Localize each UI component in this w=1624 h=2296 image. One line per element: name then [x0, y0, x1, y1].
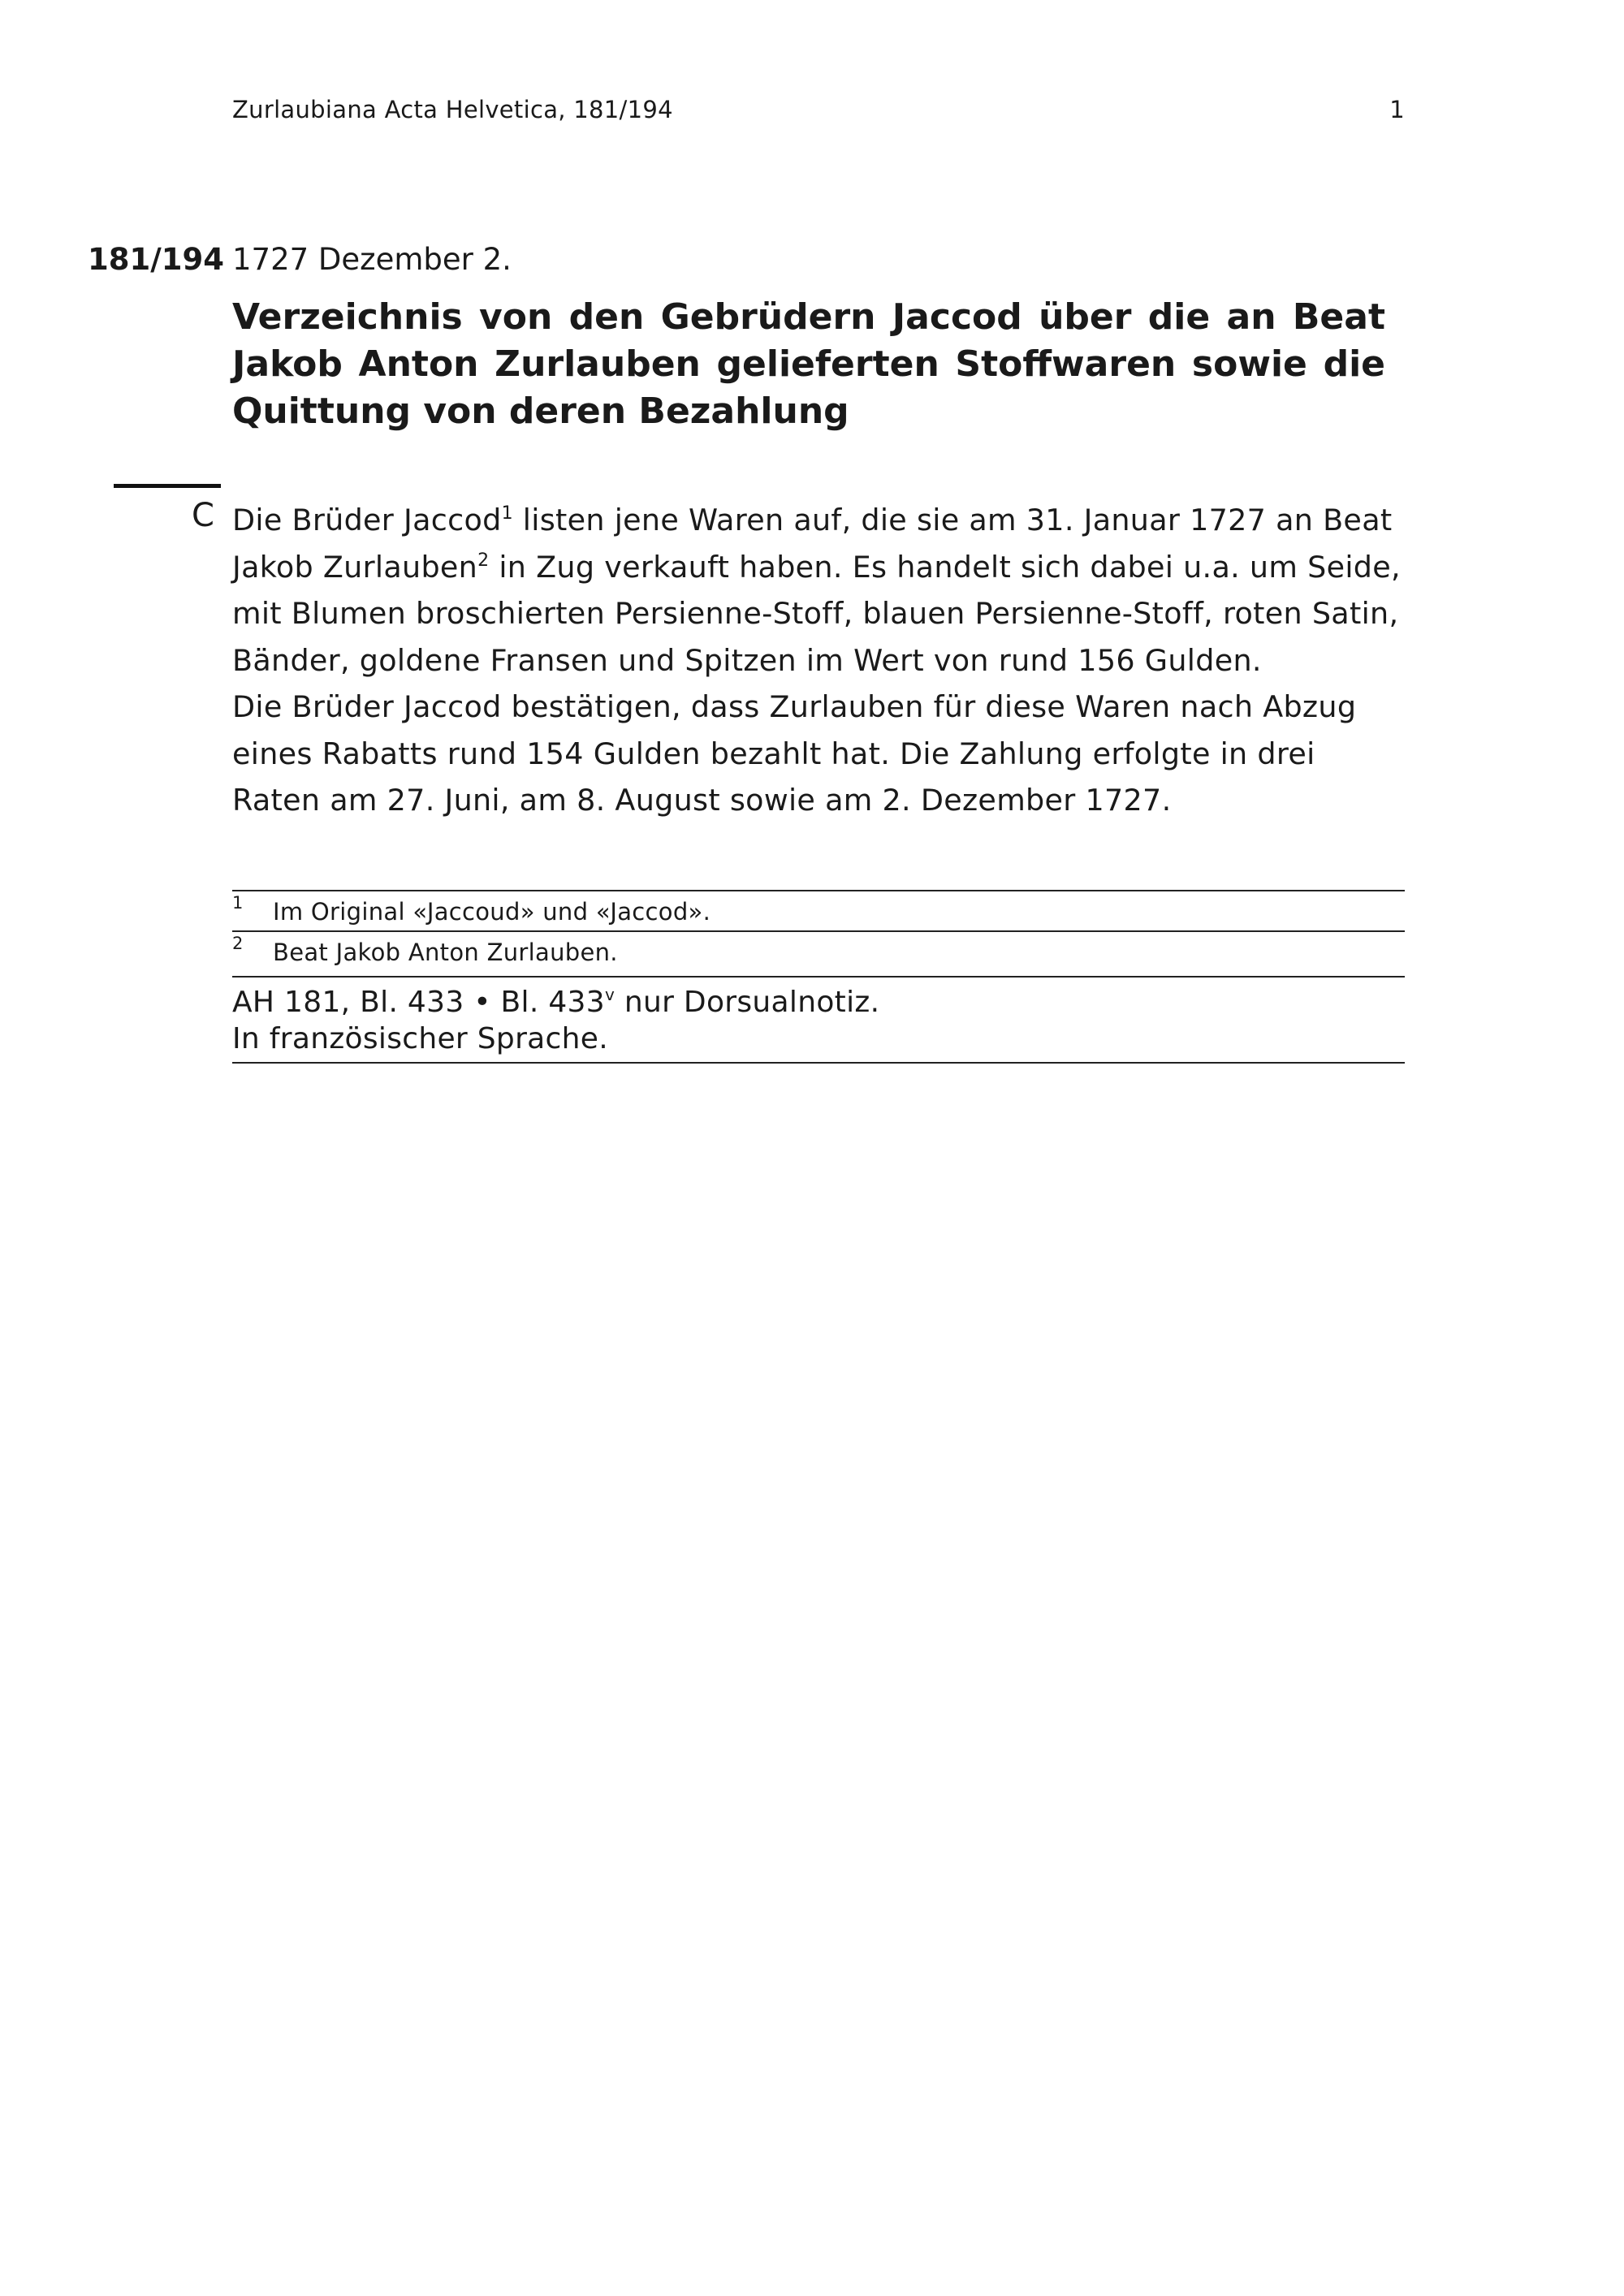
footnote-text: Beat Jakob Anton Zurlauben.	[273, 939, 618, 966]
footnote-1	[232, 890, 1405, 930]
running-header	[232, 96, 1405, 128]
footnote-number: 1	[232, 893, 244, 913]
source-note: nur Dorsualnotiz.	[615, 986, 880, 1019]
margin-rule	[114, 484, 221, 488]
source-line-1	[232, 984, 1405, 1021]
regest-text-segment: listen jene Waren auf, die sie am 31. Januar 1727 an Beat Jakob Zurlauben	[232, 503, 1393, 585]
footnotes	[232, 890, 1405, 971]
regest-text-segment: Die Brüder Jaccod	[232, 503, 502, 537]
regest-paragraph-1	[232, 497, 1405, 684]
document-date: 1727 Dezember 2.	[232, 242, 512, 277]
footnote-ref-1[interactable]: 1	[501, 503, 513, 524]
footnote-ref-2[interactable]: 2	[477, 550, 490, 571]
page-number: 1	[1389, 96, 1405, 123]
source-language: In französischer Sprache.	[232, 1022, 608, 1055]
verso-mark: v	[604, 985, 615, 1004]
document-number: 181/194	[88, 242, 224, 277]
regest-paragraph-2: Die Brüder Jaccod bestätigen, dass Zurlauben für diese Waren nach Abzug eines Rabatts rund 154 Gulden bezahlt hat. Die Zahlung erfolgte in drei Raten am 27. Juni, am 8. August sowie am 2. Dezember 1727.	[232, 689, 1357, 818]
footnote-number: 2	[232, 934, 244, 953]
regest-text	[232, 497, 1405, 824]
source-shelfmark: AH 181, Bl. 433 • Bl. 433	[232, 986, 605, 1019]
section-marker: C	[192, 497, 214, 534]
document-title: Verzeichnis von den Gebrüdern Jaccod über die an Beat Jakob Anton Zurlauben gelieferten Stoffwaren sowie die Quittung von deren Bezahlung	[232, 296, 1385, 432]
footnote-text: Im Original «Jaccoud» und «Jaccod».	[273, 898, 711, 926]
regest-text-segment: in Zug verkauft haben. Es handelt sich dabei u.a. um Seide, mit Blumen broschierten Persienne-Stoff, blauen Persienne-Stoff, roten Satin, Bänder, goldene Fransen und Spitzen im Wert von rund 156 Gulden.	[232, 549, 1401, 678]
footnote-2	[232, 930, 1405, 971]
running-title: Zurlaubiana Acta Helvetica, 181/194	[232, 96, 673, 123]
source-info	[232, 976, 1405, 1064]
